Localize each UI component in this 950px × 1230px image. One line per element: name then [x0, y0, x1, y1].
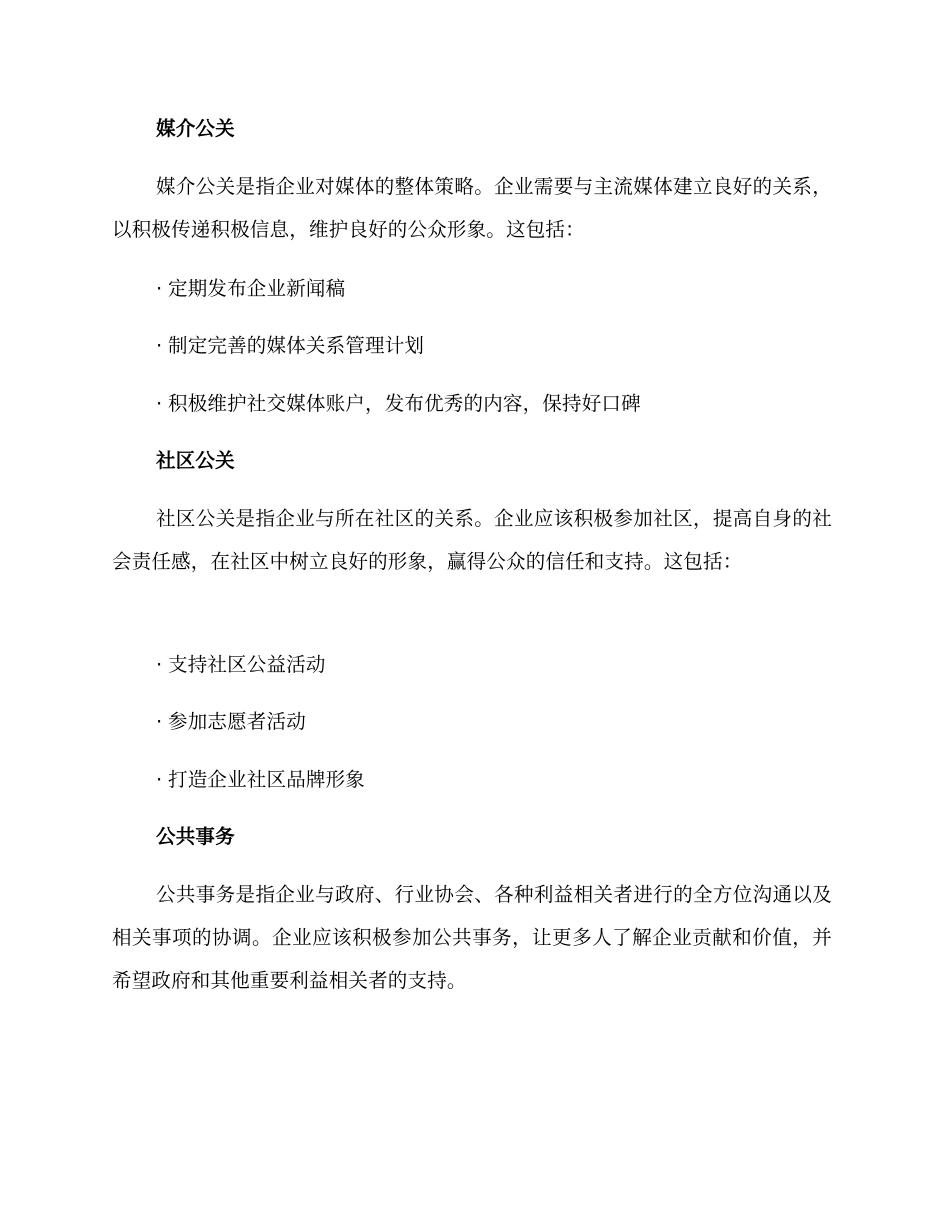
- section-paragraph: 社区公关是指企业与所在社区的关系。企业应该积极参加社区，提高自身的社会责任感，在社区中树立良好的形象，赢得公众的信任和支持。这包括：: [112, 507, 832, 573]
- list-item: [156, 643, 796, 686]
- list-item-text: 定期发布企业新闻稿: [168, 277, 346, 300]
- list-item-text: 积极维护社交媒体账户，发布优秀的内容，保持好口碑: [168, 392, 641, 415]
- list-item: [156, 758, 796, 801]
- list-item-text: 打造企业社区品牌形象: [168, 768, 366, 791]
- bullet-marker: ·: [156, 334, 163, 357]
- list-item-text: 参加志愿者活动: [168, 710, 306, 733]
- bullet-marker: ·: [156, 392, 163, 415]
- bullet-marker: ·: [156, 710, 163, 733]
- bullet-marker: ·: [156, 277, 163, 300]
- section-heading: 社区公关: [156, 449, 235, 472]
- list-item: [156, 267, 796, 310]
- list-item: [156, 382, 796, 425]
- section-heading: 媒介公关: [156, 117, 235, 140]
- list-item: [156, 700, 796, 743]
- bullet-marker: ·: [156, 768, 163, 791]
- list-item: [156, 324, 796, 367]
- list-item-text: 支持社区公益活动: [168, 653, 326, 676]
- bullet-marker: ·: [156, 653, 163, 676]
- section-heading: 公共事务: [156, 825, 235, 848]
- section-paragraph: 媒介公关是指企业对媒体的整体策略。企业需要与主流媒体建立良好的关系，以积极传递积极信息，维护良好的公众形象。这包括：: [112, 175, 832, 241]
- section-paragraph: 公共事务是指企业与政府、行业协会、各种利益相关者进行的全方位沟通以及相关事项的协调。企业应该积极参加公共事务，让更多人了解企业贡献和价值，并希望政府和其他重要利益相关者的支持。: [112, 883, 832, 992]
- list-item-text: 制定完善的媒体关系管理计划: [168, 334, 425, 357]
